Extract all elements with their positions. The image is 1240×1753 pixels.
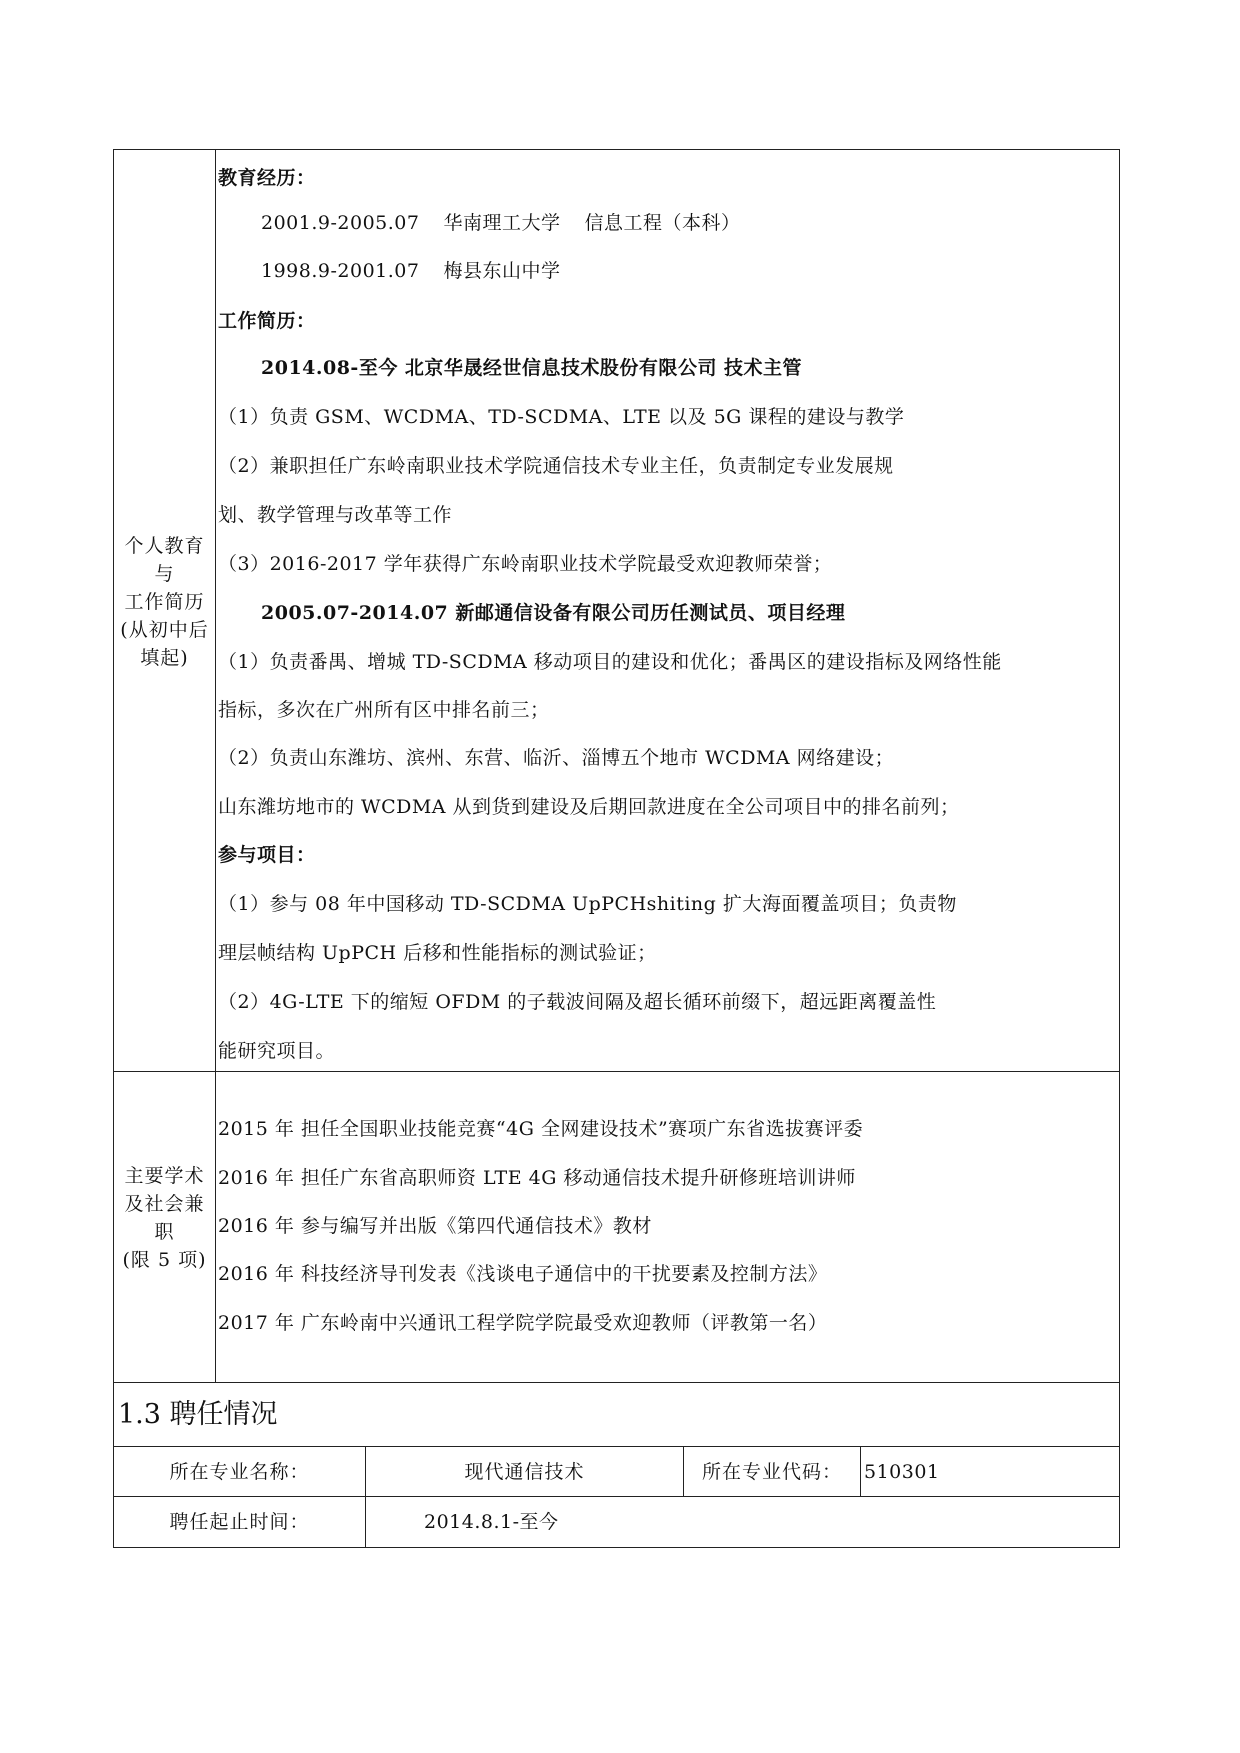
col-divider [215,149,216,1383]
major-name-label: 所在专业名称： [169,1461,310,1483]
table-top-border [113,149,1120,150]
job-line: （2）兼职担任广东岭南职业技术学院通信技术专业主任，负责制定专业发展规 [218,455,894,477]
job-line: 指标，多次在广州所有区中排名前三； [218,699,550,721]
academic-item: 2017 年 广东岭南中兴通讯工程学院学院最受欢迎教师（评教第一名） [218,1312,828,1334]
major-code-label: 所在专业代码： [701,1461,842,1483]
row-divider [113,1446,1120,1447]
work-heading: 工作简历： [218,310,316,332]
job-line: （1）负责番禺、增城 TD-SCDMA 移动项目的建设和优化；番禺区的建设指标及网络性能 [218,651,1002,673]
education-item: 2001.9-2005.07 华南理工大学 信息工程（本科） [261,212,741,234]
project-line: 理层帧结构 UpPCH 后移和性能指标的测试验证； [218,942,657,964]
row-divider [113,1071,1120,1072]
job-line: （1）负责 GSM、WCDMA、TD-SCDMA、LTE 以及 5G 课程的建设与教学 [218,406,905,428]
projects-heading: 参与项目： [218,844,316,866]
row-label-academic: 主要学术 及社会兼 职 (限 5 项) [122,1165,207,1271]
table-bottom-border [113,1547,1120,1548]
education-item: 1998.9-2001.07 梅县东山中学 [261,260,561,282]
row-label-education-work: 个人教育 与 工作简历 (从初中后 填起) [120,535,209,669]
academic-item: 2016 年 科技经济导刊发表《浅谈电子通信中的干扰要素及控制方法》 [218,1263,828,1285]
appoint-period-label: 聘任起止时间： [169,1511,310,1533]
section-title: 1.3 聘任情况 [118,1399,278,1430]
project-line: 能研究项目。 [218,1040,336,1062]
education-heading: 教育经历： [218,167,316,189]
project-line: （1）参与 08 年中国移动 TD-SCDMA UpPCHshiting 扩大海面覆盖项目；负责物 [218,893,957,915]
major-code-value: 510301 [864,1461,940,1483]
job-line: （2）负责山东潍坊、滨州、东营、临沂、淄博五个地市 WCDMA 网络建设； [218,747,895,769]
col-divider [365,1496,366,1548]
row-divider [113,1382,1120,1383]
project-line: （2）4G-LTE 下的缩短 OFDM 的子载波间隔及超长循环前缀下，超远距离覆盖性 [218,991,937,1013]
appoint-period-value: 2014.8.1-至今 [424,1511,559,1533]
academic-item: 2015 年 担任全国职业技能竞赛“4G 全网建设技术”赛项广东省选拔赛评委 [218,1118,864,1140]
job-title: 2014.08-至今 北京华晟经世信息技术股份有限公司 技术主管 [261,357,803,379]
row-divider [113,1496,1120,1497]
job-title: 2005.07-2014.07 新邮通信设备有限公司历任测试员、项目经理 [261,602,846,624]
table-left-border [113,149,114,1548]
job-line: （3）2016-2017 学年获得广东岭南职业技术学院最受欢迎教师荣誉； [218,553,833,575]
job-line: 划、教学管理与改革等工作 [218,504,453,526]
job-line: 山东潍坊地市的 WCDMA 从到货到建设及后期回款进度在全公司项目中的排名前列； [218,796,960,818]
academic-item: 2016 年 参与编写并出版《第四代通信技术》教材 [218,1215,652,1237]
academic-item: 2016 年 担任广东省高职师资 LTE 4G 移动通信技术提升研修班培训讲师 [218,1167,856,1189]
col-divider [860,1446,861,1497]
major-name-value: 现代通信技术 [464,1461,585,1483]
table-right-border [1119,149,1120,1548]
